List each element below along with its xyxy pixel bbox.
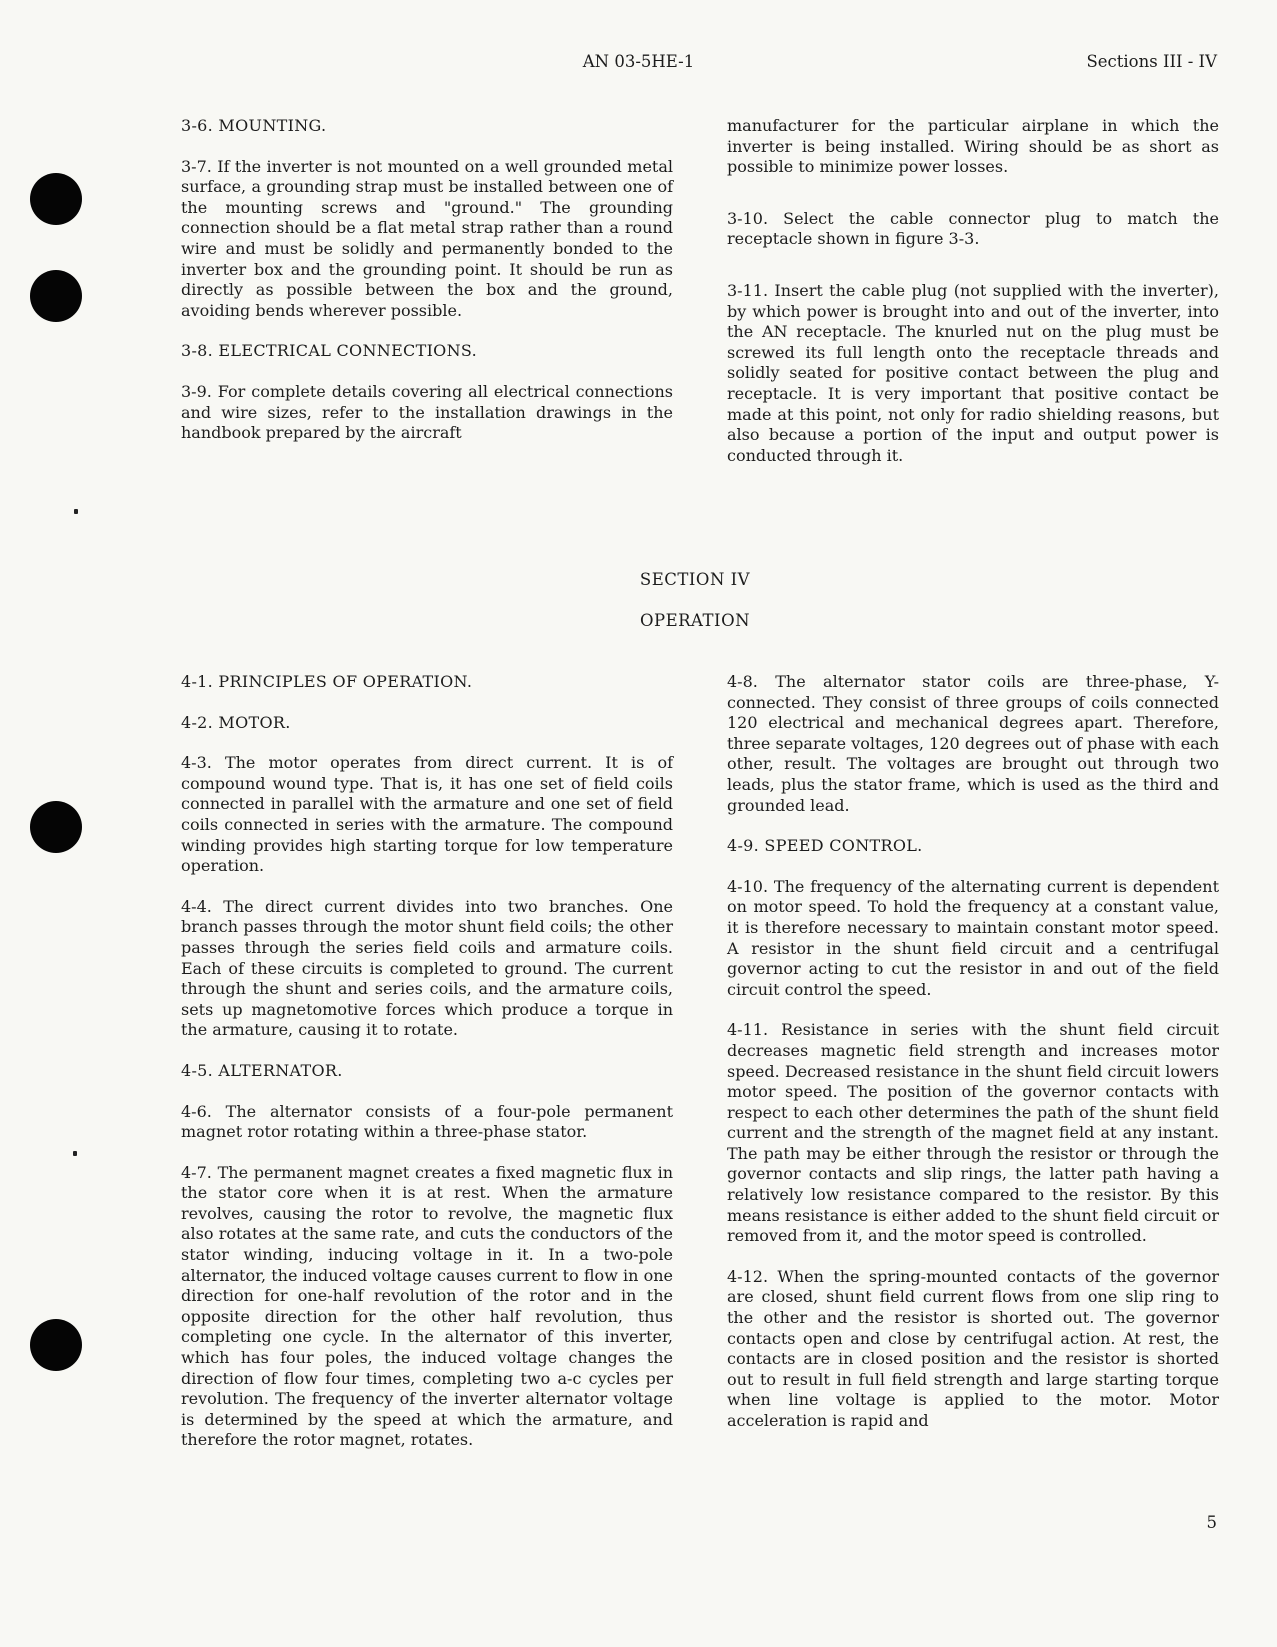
heading-principles-of-operation: 4-1. PRINCIPLES OF OPERATION. [181,672,473,691]
heading-motor: 4-2. MOTOR. [181,712,291,732]
binder-hole [30,1319,82,1371]
section-range: Sections III - IV [1086,52,1217,71]
page-number: 5 [1206,1513,1217,1532]
document-id: AN 03-5HE-1 [582,52,695,71]
column-top-left [181,116,673,464]
paragraph-3-10: 3-10. Select the cable connector plug to match the receptacle shown in figure 3-3. [727,208,1219,249]
scan-speck [73,1151,77,1156]
paragraph-4-10: 4-10. The frequency of the alternating current is dependent on motor speed. To hold the frequency at a constant value, it is therefore necessary to maintain constant motor speed. A resistor in the shunt field circuit and a centrifugal governor acting to cut the resistor in and out of the field circuit control the speed. [727,876,1219,999]
paragraph-4-4: 4-4. The direct current divides into two branches. One branch passes through the motor shunt field coils; the other passes through the series field coils and armature coils. Each of these circuits is completed to ground. The current through the shunt and series coils, and the armature coils, sets up magnetomotive forces which produce a torque in the armature, causing it to rotate. [181,896,673,1040]
heading-electrical-connections: 3-8. ELECTRICAL CONNECTIONS. [181,341,477,361]
column-bottom-right [727,672,1219,1452]
binder-hole [30,270,82,322]
paragraph-3-11: 3-11. Insert the cable plug (not supplied with the inverter), by which power is brought into and out of the inverter, into the AN receptacle. The knurled nut on the plug must be screwed its full length onto the receptacle threads and solidly seated for positive contact between the plug and receptacle. It is very important that positive contact be made at this point, not only for radio shielding reasons, but also because a portion of the input and output power is conducted through it. [727,280,1219,465]
paragraph-4-3: 4-3. The motor operates from direct current. It is of compound wound type. That is, it has one set of field coils connected in parallel with the armature and one set of field coils connected in series with the armature. The compound winding provides high starting torque for low temperature operation. [181,753,673,876]
heading-alternator: 4-5. ALTERNATOR. [181,1060,343,1080]
heading-speed-control: 4-9. SPEED CONTROL. [727,836,923,856]
column-bottom-left [181,672,673,1471]
paragraph-4-8: 4-8. The alternator stator coils are three-phase, Y-connected. They consist of three groups of coils connected 120 electrical and mechanical degrees apart. Therefore, three separate voltages, 120 degrees out of phase with each other, result. The voltages are brought out through two leads, plus the stator frame, which is used as the third and grounded lead. [727,672,1219,815]
paragraph-4-12: 4-12. When the spring-mounted contacts of the governor are closed, shunt field current flows from one slip ring to the other and the resistor is shorted out. The governor contacts open and close by centrifugal action. At rest, the contacts are in closed position and the resistor is shorted out to result in full field strength and large starting torque when line voltage is applied to the motor. Motor acceleration is rapid and [727,1266,1219,1430]
heading-mounting: 3-6. MOUNTING. [181,116,327,135]
paragraph-4-6: 4-6. The alternator consists of a four-pole permanent magnet rotor rotating within a three-phase stator. [181,1101,673,1142]
section-number: SECTION IV [639,570,751,589]
binder-hole [30,173,82,225]
paragraph-3-9-continued: manufacturer for the particular airplane in which the inverter is being installed. Wiring should be as short as possible to minimize power losses. [727,116,1219,177]
paragraph-4-7: 4-7. The permanent magnet creates a fixed magnetic flux in the stator core when it is at rest. When the armature revolves, causing the rotor to revolve, the magnetic flux also rotates at the same rate, and cuts the conductors of the stator winding, inducing voltage in it. In a two-pole alternator, the induced voltage causes current to flow in one direction for one-half revolution of the rotor and in the opposite direction for the other half revolution, thus completing one cycle. In the alternator of this inverter, which has four poles, the induced voltage changes the direction of flow four times, completing two a-c cycles per revolution. The frequency of the inverter alternator voltage is determined by the speed at which the armature, and therefore the rotor magnet, rotates. [181,1162,673,1450]
column-top-right [727,116,1219,486]
paragraph-3-7: 3-7. If the inverter is not mounted on a well grounded metal surface, a grounding strap must be installed between one of the mounting screws and "ground." The grounding connection should be a flat metal strap rather than a round wire and must be solidly and permanently bonded to the inverter box and the grounding point. It should be run as directly as possible between the box and the ground, avoiding bends wherever possible. [181,156,673,320]
scan-speck [74,509,78,514]
binder-hole [30,801,82,853]
paragraph-3-9: 3-9. For complete details covering all electrical connections and wire sizes, refer to the installation drawings in the handbook prepared by the aircraft [181,381,673,443]
section-title: OPERATION [639,611,751,630]
paragraph-4-11: 4-11. Resistance in series with the shunt field circuit decreases magnetic field strength and increases motor speed. Decreased resistance in the shunt field circuit lowers motor speed. The position of the governor contacts with respect to each other determines the path of the shunt field current and the strength of the magnet field at any instant. The path may be either through the resistor or through the governor contacts and slip rings, the latter path having a relatively low resistance compared to the resistor. By this means resistance is either added to the shunt field circuit or removed from it, and the motor speed is controlled. [727,1020,1219,1246]
